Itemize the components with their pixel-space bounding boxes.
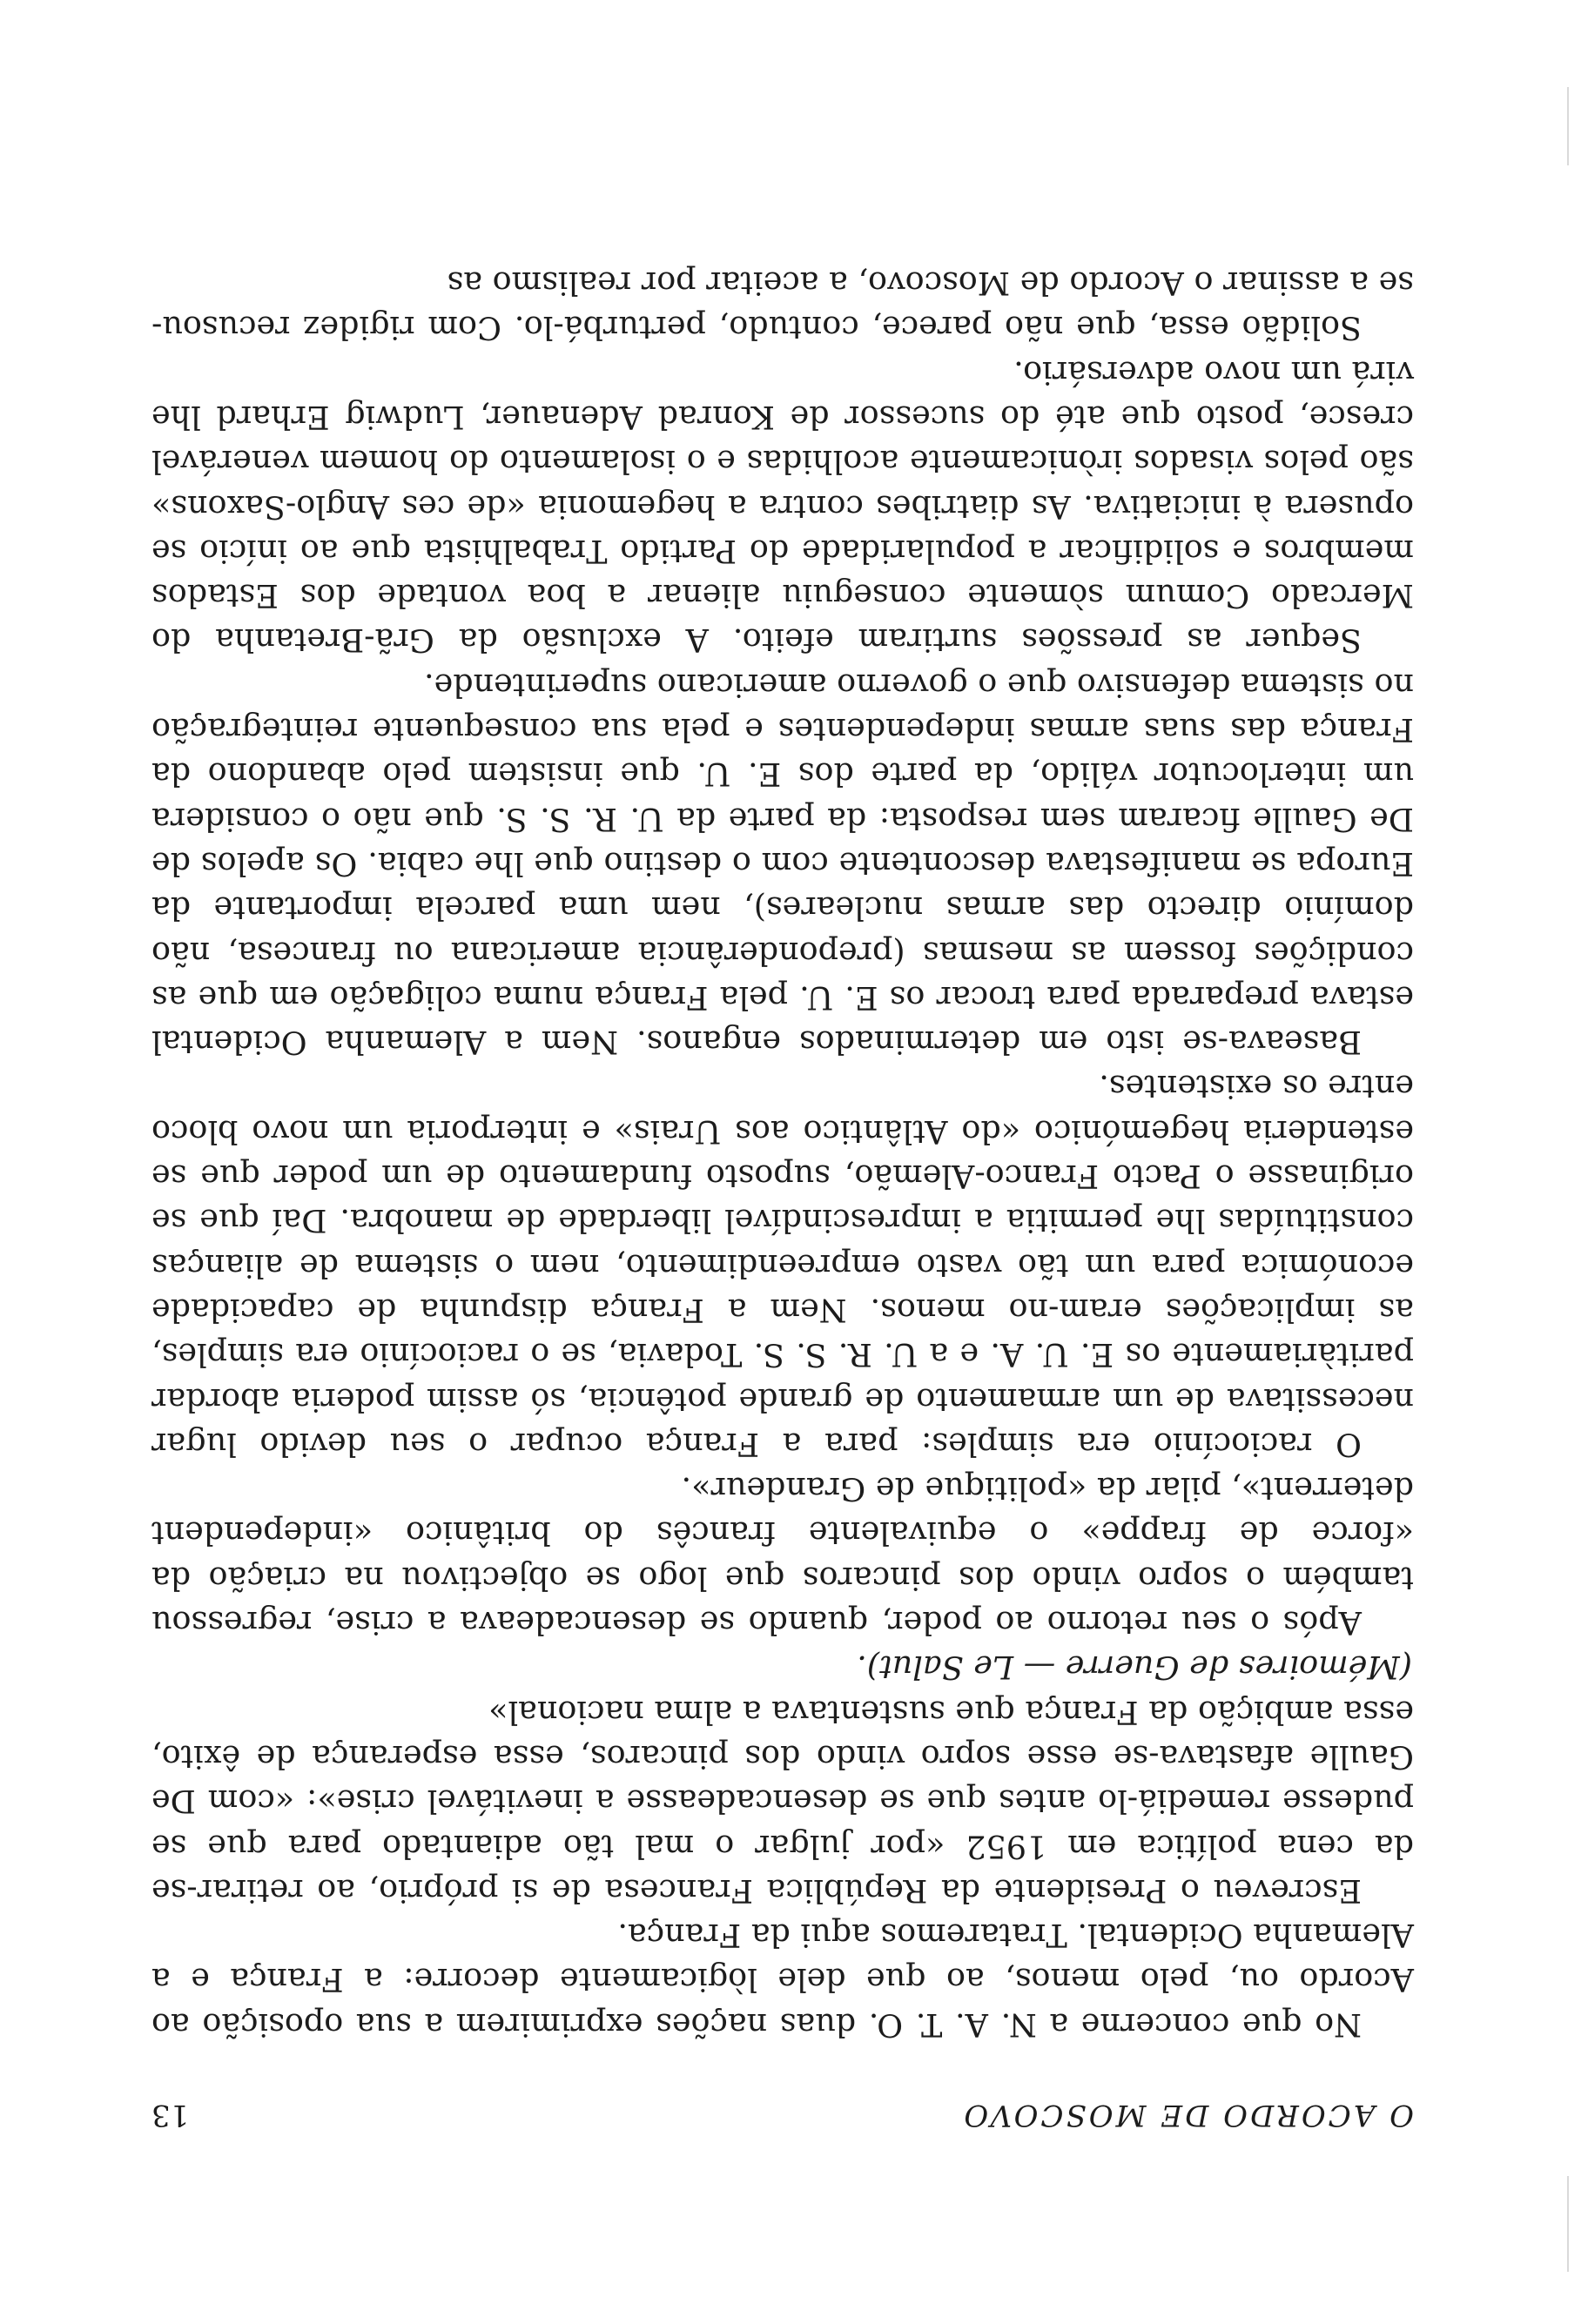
paragraph: Sequer as pressões surtiram efeito. A exclusão da Grã-Bretanha do Mercado Comum sòmente conseguiu alienar a boa vontade dos Estados membros e solidificar a popularidade do Partido Trabalhista que ao início se opusera à iniciativa. As diatribes contra a hegemonia «de ces Anglo-Saxons» são pelos visados irònicamente acolhidas e o isolamento do homem venerável cresce, posto que até do sucessor de Konrad Adenauer, Ludwig Erhard lhe virá um novo adversário.: [151, 353, 1414, 660]
paragraph: No que concerne a N. A. T. O. duas nações exprimirem a sua oposição ao Acordo ou, pelo menos, ao que dele lògicamente decorre: a França e a Alemanha Ocidental. Trataremos aqui da França.: [151, 1917, 1414, 2044]
paragraph: Após o seu retorno ao poder, quando se desencadeava a crise, regressou também o sopro vindo dos pincaros que logo se objectivou na criação da «force de frappe» o equivalente francês do britânico «independent deterrent», pilar da «politique de Grandeur».: [151, 1470, 1414, 1642]
running-title: O ACORDO DE MOSCOVO: [961, 2098, 1414, 2133]
scan-edge-mark: [1567, 2176, 1569, 2272]
paragraph: Baseava-se isto em determinados enganos. Nem a Alemanha Ocidental estava preparada para trocar os E. U. pela França numa coligação em que as condições fossem as mesmas (preponderância americana ou francesa, não domínio directo das armas nucleares), nem uma parcela importante da Europa se manifestava descontente com o destino que lhe cabia. Os apelos de De Gaulle ficaram sem resposta: da parte da U. R. S. S. que não o considera um interlocutor válido, da parte dos E. U. que insistem pelo abandono da França das suas armas independentes e pela sua consequente reintegração no sistema defensivo que o governo americano superintende.: [151, 666, 1414, 1062]
text-block: [151, 261, 1414, 2137]
paragraph: Solidão essa, que não parece, contudo, perturbá-lo. Com rigidez recusou-se a assinar o Acordo de Moscovo, a aceitar por realismo as: [151, 265, 1414, 347]
page-header: [151, 2092, 1414, 2137]
quote-source: (Mémoires de Guerre — Le Salut).: [857, 1649, 1412, 1687]
page-number: 13: [151, 2098, 190, 2133]
paragraph: O raciocínio era simples: para a França ocupar o seu devido lugar necessitava de um armamento de grande potência, só assim poderia abordar paritàriamente os E. U. A. e a U. R. S. S. Todavia, se o raciocínio era simples, as implicações eram-no menos. Nem a França dispunha de capacidade económica para um tão vasto empreendimento, nem o sistema de alianças constituídas lhe permitia a imprescindível liberdade de manobra. Daí que se originasse o Pacto Franco-Alemão, suposto fundamento de um poder que se estenderia hegemónico «do Atlântico aos Urais» e interporia um novo bloco entre os existentes.: [151, 1068, 1414, 1463]
paragraph: Escreveu o Presidente da República Francesa de si próprio, ao retirar-se da cena política em 1952 «por julgar o mal tão adiantado para que se pudesse remediá-lo antes que se desencadeasse a inevitável crise»: «com De Gaulle afastava-se esse sopro vindo dos pincaros, essa esperança de êxito, essa ambição da França que sustentava a alma nacional»: [151, 1693, 1414, 1910]
scan-edge-mark: [1567, 87, 1569, 165]
